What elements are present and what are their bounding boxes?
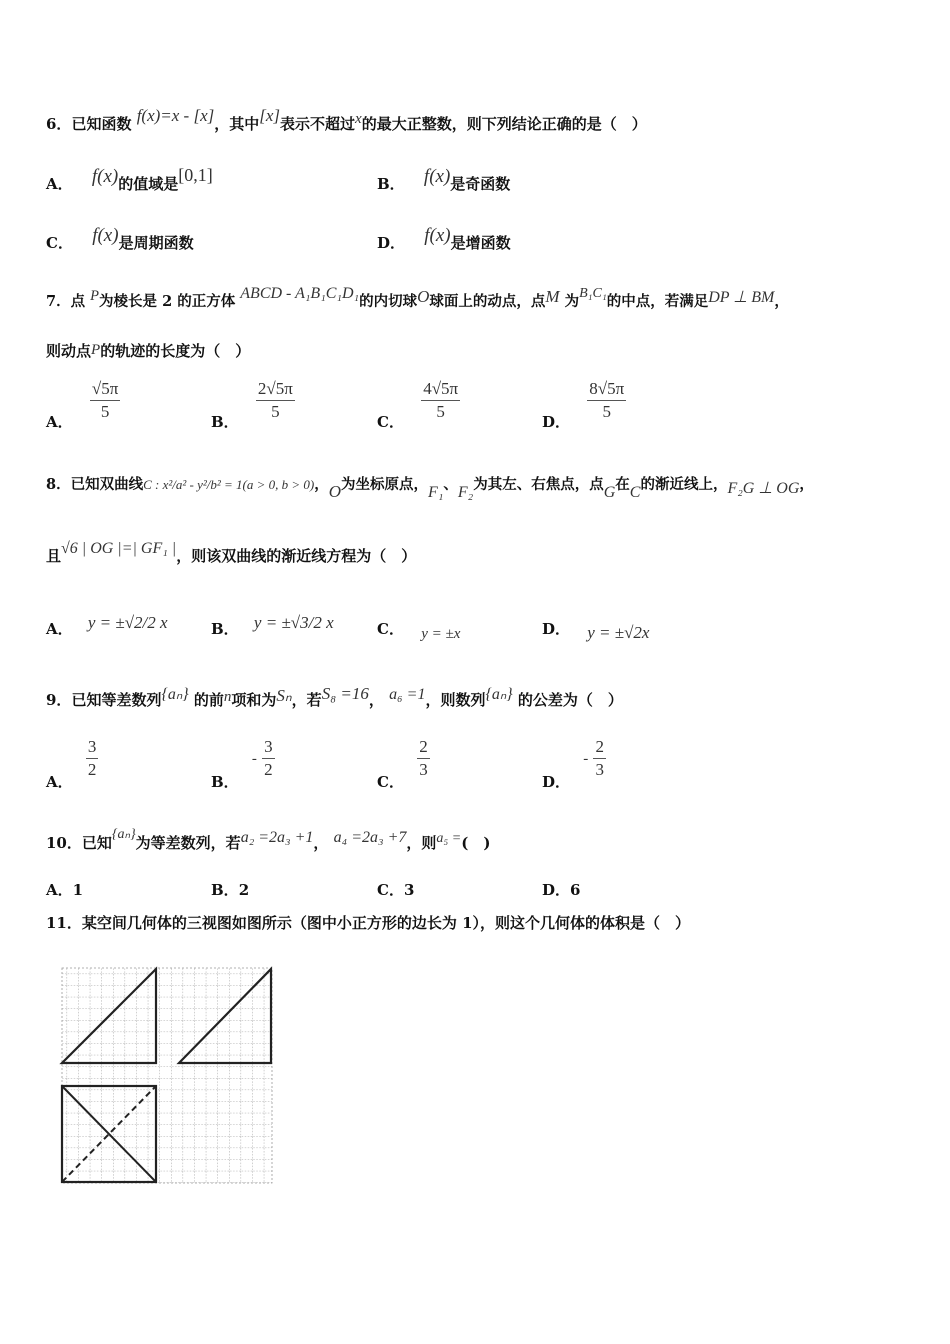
q8-option-a[interactable]: A． y = ±√2/2 x <box>46 613 168 638</box>
q10-stem: 10．已知{aₙ}为等差数列，若a₂ =2a₃ +1， a₄ =2a₃ +7，则a₅ =( ) <box>46 827 491 852</box>
q6-option-a[interactable]: A． f(x)的值域是[0,1] <box>46 165 213 193</box>
q7-stem-line2: 则动点P的轨迹的长度为（ ） <box>46 342 251 360</box>
q6-option-d[interactable]: D． f(x)是增函数 <box>377 225 511 252</box>
q9-option-b[interactable]: B． - $\frac{3}{2}$ <box>211 737 273 791</box>
q7-option-b[interactable]: B． $\frac{2√5\pi}{5}$ <box>211 379 293 431</box>
q8-stem-line2: 且√6 | OG |=| GF₁ |，则该双曲线的渐近线方程为（ ） <box>46 540 417 565</box>
q6-function-formula: f(x)=x - [x] <box>136 106 215 125</box>
q10-option-d[interactable]: D．6 <box>542 881 581 899</box>
q9-option-a[interactable]: A． $\frac{3}{2}$ <box>46 737 97 791</box>
q7-option-c[interactable]: C． $\frac{4√5\pi}{5}$ <box>377 379 459 431</box>
q8-option-b[interactable]: B． y = ±√3/2 x <box>211 613 334 638</box>
q10-option-a[interactable]: A．1 <box>46 881 84 899</box>
q9-option-c[interactable]: C． $\frac{2}{3}$ <box>377 737 428 791</box>
q7-option-a[interactable]: A． $\frac{√5\pi}{5}$ <box>46 379 119 431</box>
q7-option-d[interactable]: D． $\frac{8√5\pi}{5}$ <box>542 379 625 431</box>
q6-option-c[interactable]: C． f(x)是周期函数 <box>46 225 194 252</box>
q8-hyperbola-equation: C : x²/a² - y²/b² = 1(a > 0, b > 0) <box>143 477 315 492</box>
q9-option-d[interactable]: D． - $\frac{2}{3}$ <box>542 737 604 791</box>
q7-stem-line1: 7．点 P为棱长是 2 的正方体 ABCD - A₁B₁C₁D₁的内切球O球面上的动点，点M 为B₁C₁的中点，若满足DP ⊥ BM， <box>46 285 789 310</box>
q9-stem: 9．已知等差数列{aₙ} 的前n项和为Sₙ，若S₈ =16， a₆ =1，则数列{aₙ} 的公差为（ ） <box>46 684 623 709</box>
q8-option-c[interactable]: C． y = ±x <box>377 620 461 642</box>
q8-option-d[interactable]: D． y = ±√2x <box>542 620 650 642</box>
q11-stem: 11．某空间几何体的三视图如图所示（图中小正方形的边长为 1），则这个几何体的体积是（ ） <box>46 914 691 932</box>
q6-option-b[interactable]: B． f(x)是奇函数 <box>377 166 511 193</box>
q8-stem-line1: 8．已知双曲线C : x²/a² - y²/b² = 1(a > 0, b > 0)，O为坐标原点，F₁、F₂为其左、右焦点，点G在C的渐近线上，F₂G ⊥ OG， <box>46 476 814 501</box>
three-view-figure <box>55 962 285 1192</box>
q6-stem: 6．已知函数 f(x)=x - [x]，其中[x]表示不超过x的最大正整数，则下列结论正确的是（ ） <box>46 106 647 133</box>
q10-option-b[interactable]: B．2 <box>211 881 250 899</box>
q10-option-c[interactable]: C．3 <box>377 881 415 899</box>
